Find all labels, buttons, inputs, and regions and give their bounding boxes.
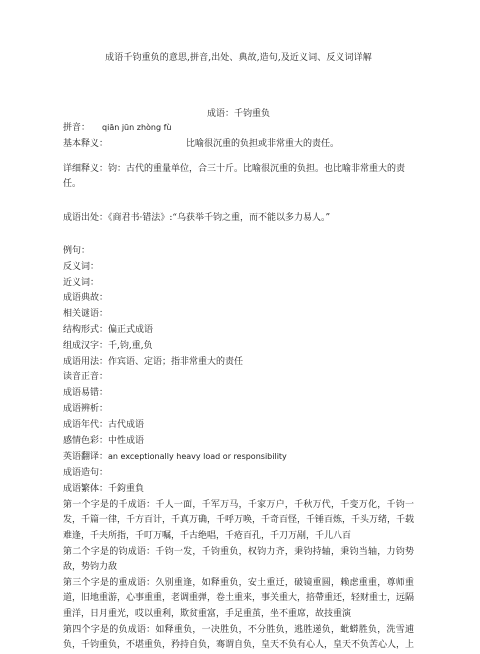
- detail-meaning-label: 详细释义：: [63, 163, 109, 174]
- field-label: 结构形式：: [63, 325, 109, 336]
- field-row: [63, 291, 414, 307]
- field-value: 古代成语: [108, 419, 145, 430]
- basic-meaning-label: 基本释义：: [63, 138, 109, 149]
- field-value: an exceptionally heavy load or responsibility: [108, 452, 287, 462]
- field-label: 例句：: [63, 246, 91, 257]
- field-row: [63, 449, 414, 466]
- field-row: [63, 402, 414, 418]
- source-row: [63, 211, 414, 227]
- detail-meaning-row: [63, 162, 414, 193]
- paragraph-second-char: 第二个字是的钧成语：千钧一发，千钧重负，权钧力齐，秉钧持轴，秉钧当轴，力钧势敌，势钧力敌: [63, 546, 414, 573]
- pinyin-label: 拼音：: [63, 123, 91, 133]
- detail-meaning-value: 钧：古代的重量单位，合三十斤。比喻很沉重的负担。也比喻非常重大的责任。: [63, 163, 406, 190]
- field-label: 组成汉字：: [63, 340, 109, 351]
- paragraph-third-char: 第三个字是的重成语：久别重逢，如释重负，安土重迁，破镜重圆，赖虑重重，尊师重道，旧地重游，心事重重，老调重弹，卷土重来，事关重大，掊帶重还，轻财重士，远隔重洋，日月重光，哎以重利，欺贫重富，手足重茧，坐不重席，故技重演: [63, 577, 415, 619]
- field-label: 成语年代：: [63, 419, 109, 430]
- field-row: [63, 370, 414, 386]
- field-label: 成语用法：: [63, 356, 109, 367]
- field-label: 英语翻译：: [63, 452, 109, 463]
- field-row: [63, 276, 414, 292]
- field-value: 千鈞重負: [108, 484, 145, 495]
- field-row: [63, 434, 414, 450]
- source-value: 《商君书·错法》:“乌获举千钧之重，而不能以多力易人。”: [108, 212, 331, 223]
- field-value: 中性成语: [108, 435, 145, 446]
- field-value: 偏正式成语: [108, 325, 154, 336]
- field-label: 感情色彩：: [63, 435, 109, 446]
- field-row: [63, 466, 414, 482]
- field-label: 成语辨析：: [63, 404, 109, 415]
- field-label: 读音正音：: [63, 372, 109, 383]
- field-label: 成语典故：: [63, 293, 109, 304]
- basic-meaning-value: 比喻很沉重的负担或非常重大的责任。: [186, 138, 340, 149]
- basic-meaning-row: [63, 137, 414, 153]
- field-label: 成语易错：: [63, 388, 109, 399]
- field-row: [63, 355, 414, 371]
- document-title: 成语千钧重负的意思,拼音,出处、典故,造句,及近义词、反义词详解: [105, 53, 372, 63]
- field-value: 作宾语、定语；指非常重大的责任: [108, 356, 244, 367]
- field-label: 近义词：: [63, 277, 100, 288]
- source-label: 成语出处：: [63, 212, 109, 223]
- fields-block: [63, 244, 414, 498]
- paragraph-first-char: 第一个字是的千成语：千人一面，千军万马，千家万户，千秋万代，千变万化，千钧一发，千篇一律，千方百计，千真万确，千呼万唤，千奇百怪，千锤百炼，千头万绪，千载难逢，千夫所指，千叮万嘱，千古绝唱，千疮百孔，千刀万剐，千儿八百: [63, 499, 415, 542]
- field-label: 成语繁体：: [63, 484, 109, 495]
- field-row: [63, 307, 414, 323]
- field-row: [63, 386, 414, 402]
- field-label: 相关谜语：: [63, 309, 109, 320]
- pinyin-value: qiān jūn zhòng fù: [102, 123, 172, 132]
- field-row: [63, 244, 414, 260]
- pinyin-row: [63, 120, 414, 137]
- field-row: [63, 323, 414, 339]
- field-label: 成语造句：: [63, 468, 109, 479]
- paragraph-fourth-char: 第四个字是的负成语：如释重负，一决胜负，不分胜负，逃胜递负，蚍蟒胜负，洗雪逋负，千钧重负，不堪重负，矜持自负，骞谓自负，皇天不负有心人，皇天不负苦心人，上: [63, 624, 415, 651]
- field-row: [63, 418, 414, 434]
- field-value: 千,钧,重,负: [108, 340, 153, 351]
- idiom-heading: 成语：千钧重负: [206, 109, 270, 119]
- field-row: [63, 482, 414, 498]
- field-label: 反义词：: [63, 261, 100, 272]
- field-row: [63, 260, 414, 276]
- field-row: [63, 339, 414, 355]
